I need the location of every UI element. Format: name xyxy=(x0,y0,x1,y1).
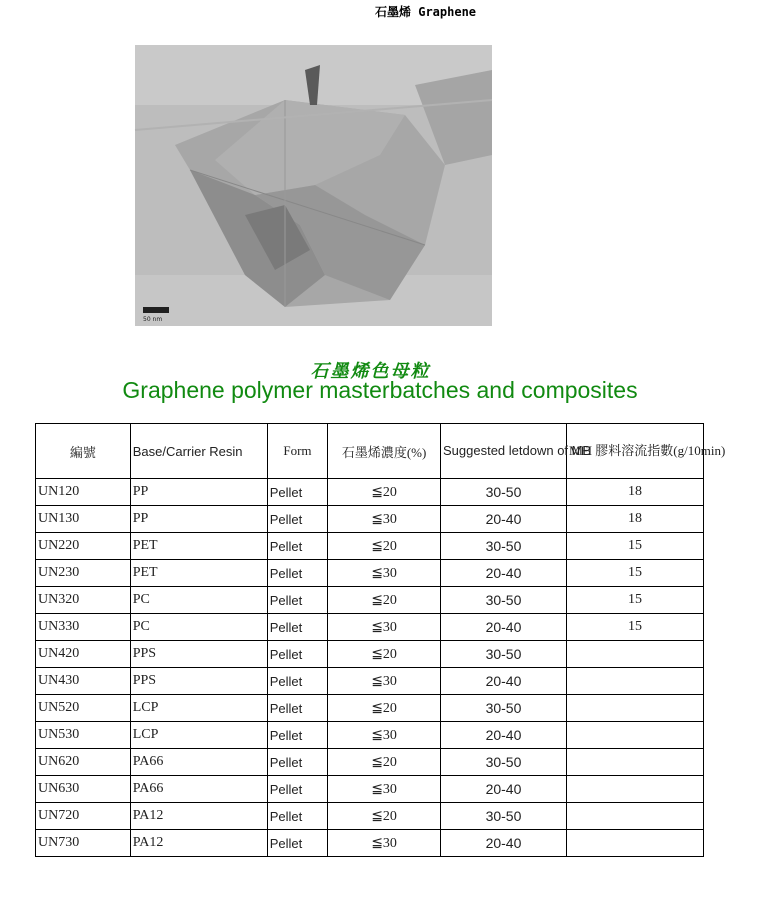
cell-mfi: 15 xyxy=(566,560,703,587)
cell-letdown: 20-40 xyxy=(441,506,567,533)
cell-code: UN130 xyxy=(36,506,131,533)
cell-form: Pellet xyxy=(267,560,327,587)
cell-concentration: ≦30 xyxy=(328,506,441,533)
cell-code: UN220 xyxy=(36,533,131,560)
cell-mfi xyxy=(566,776,703,803)
cell-concentration: ≦20 xyxy=(328,641,441,668)
masterbatch-table xyxy=(35,423,726,857)
cell-letdown: 30-50 xyxy=(441,641,567,668)
cell-mfi: 15 xyxy=(566,587,703,614)
cell-concentration: ≦20 xyxy=(328,803,441,830)
header-form: Form xyxy=(267,424,327,479)
cell-resin: LCP xyxy=(130,722,267,749)
cell-letdown: 20-40 xyxy=(441,668,567,695)
cell-form: Pellet xyxy=(267,641,327,668)
cell-resin: PA12 xyxy=(130,830,267,857)
page-top-title: 石墨烯 Graphene xyxy=(375,5,477,19)
cell-mfi: 15 xyxy=(566,533,703,560)
table-row xyxy=(36,722,704,749)
scale-bar-label: 50 nm xyxy=(143,316,163,323)
header-concentration: 石墨烯濃度(%) xyxy=(328,424,441,479)
cell-code: UN520 xyxy=(36,695,131,722)
cell-resin: PC xyxy=(130,587,267,614)
cell-concentration: ≦30 xyxy=(328,776,441,803)
header-resin: Base/Carrier Resin xyxy=(130,424,267,479)
cell-form: Pellet xyxy=(267,479,327,506)
cell-form: Pellet xyxy=(267,668,327,695)
cell-form: Pellet xyxy=(267,722,327,749)
header-mfi: MFI 膠料溶流指數(g/10min) xyxy=(566,424,703,479)
table-row xyxy=(36,614,704,641)
cell-code: UN720 xyxy=(36,803,131,830)
cell-code: UN230 xyxy=(36,560,131,587)
cell-letdown: 20-40 xyxy=(441,560,567,587)
cell-resin: PP xyxy=(130,479,267,506)
cell-letdown: 30-50 xyxy=(441,749,567,776)
cell-code: UN120 xyxy=(36,479,131,506)
cell-code: UN430 xyxy=(36,668,131,695)
table-row xyxy=(36,560,704,587)
cell-resin: PC xyxy=(130,614,267,641)
cell-form: Pellet xyxy=(267,533,327,560)
cell-letdown: 20-40 xyxy=(441,830,567,857)
cell-letdown: 30-50 xyxy=(441,587,567,614)
heading-chinese: 石墨烯色母粒 xyxy=(310,361,431,382)
table-row xyxy=(36,749,704,776)
cell-letdown: 30-50 xyxy=(441,695,567,722)
cell-mfi xyxy=(566,695,703,722)
cell-form: Pellet xyxy=(267,614,327,641)
cell-form: Pellet xyxy=(267,587,327,614)
cell-code: UN330 xyxy=(36,614,131,641)
cell-concentration: ≦20 xyxy=(328,479,441,506)
cell-letdown: 30-50 xyxy=(441,479,567,506)
table-row xyxy=(36,479,704,506)
cell-resin: PPS xyxy=(130,668,267,695)
cell-mfi xyxy=(566,830,703,857)
cell-code: UN530 xyxy=(36,722,131,749)
cell-mfi: 18 xyxy=(566,479,703,506)
table-header-row xyxy=(36,424,704,479)
cell-mfi: 18 xyxy=(566,506,703,533)
cell-mfi xyxy=(566,641,703,668)
cell-form: Pellet xyxy=(267,776,327,803)
cell-form: Pellet xyxy=(267,803,327,830)
cell-letdown: 30-50 xyxy=(441,803,567,830)
cell-form: Pellet xyxy=(267,749,327,776)
cell-letdown: 30-50 xyxy=(441,533,567,560)
cell-concentration: ≦30 xyxy=(328,560,441,587)
cell-form: Pellet xyxy=(267,506,327,533)
cell-concentration: ≦30 xyxy=(328,614,441,641)
table-body xyxy=(36,479,704,857)
cell-mfi xyxy=(566,668,703,695)
cell-concentration: ≦30 xyxy=(328,722,441,749)
cell-resin: PA66 xyxy=(130,749,267,776)
cell-code: UN730 xyxy=(36,830,131,857)
cell-mfi xyxy=(566,749,703,776)
graphene-micrograph xyxy=(135,45,492,326)
cell-concentration: ≦30 xyxy=(328,668,441,695)
cell-code: UN620 xyxy=(36,749,131,776)
heading-english: Graphene polymer masterbatches and composites xyxy=(122,377,638,403)
cell-mfi xyxy=(566,722,703,749)
cell-code: UN320 xyxy=(36,587,131,614)
cell-mfi: 15 xyxy=(566,614,703,641)
cell-resin: PPS xyxy=(130,641,267,668)
table-row xyxy=(36,587,704,614)
cell-resin: PP xyxy=(130,506,267,533)
header-code: 編號 xyxy=(36,424,131,479)
table-row xyxy=(36,533,704,560)
table-row xyxy=(36,803,704,830)
cell-code: UN630 xyxy=(36,776,131,803)
cell-letdown: 20-40 xyxy=(441,614,567,641)
cell-code: UN420 xyxy=(36,641,131,668)
table-row xyxy=(36,641,704,668)
table-row xyxy=(36,668,704,695)
cell-letdown: 20-40 xyxy=(441,776,567,803)
table-row xyxy=(36,776,704,803)
cell-resin: PA12 xyxy=(130,803,267,830)
table-row xyxy=(36,506,704,533)
cell-resin: PA66 xyxy=(130,776,267,803)
cell-resin: PET xyxy=(130,560,267,587)
table-row xyxy=(36,695,704,722)
cell-letdown: 20-40 xyxy=(441,722,567,749)
header-letdown: Suggested letdown of MB xyxy=(441,424,567,479)
cell-concentration: ≦20 xyxy=(328,749,441,776)
cell-form: Pellet xyxy=(267,695,327,722)
cell-concentration: ≦20 xyxy=(328,533,441,560)
cell-resin: LCP xyxy=(130,695,267,722)
cell-concentration: ≦20 xyxy=(328,695,441,722)
cell-concentration: ≦30 xyxy=(328,830,441,857)
cell-resin: PET xyxy=(130,533,267,560)
cell-concentration: ≦20 xyxy=(328,587,441,614)
cell-form: Pellet xyxy=(267,830,327,857)
cell-mfi xyxy=(566,803,703,830)
table-row xyxy=(36,830,704,857)
